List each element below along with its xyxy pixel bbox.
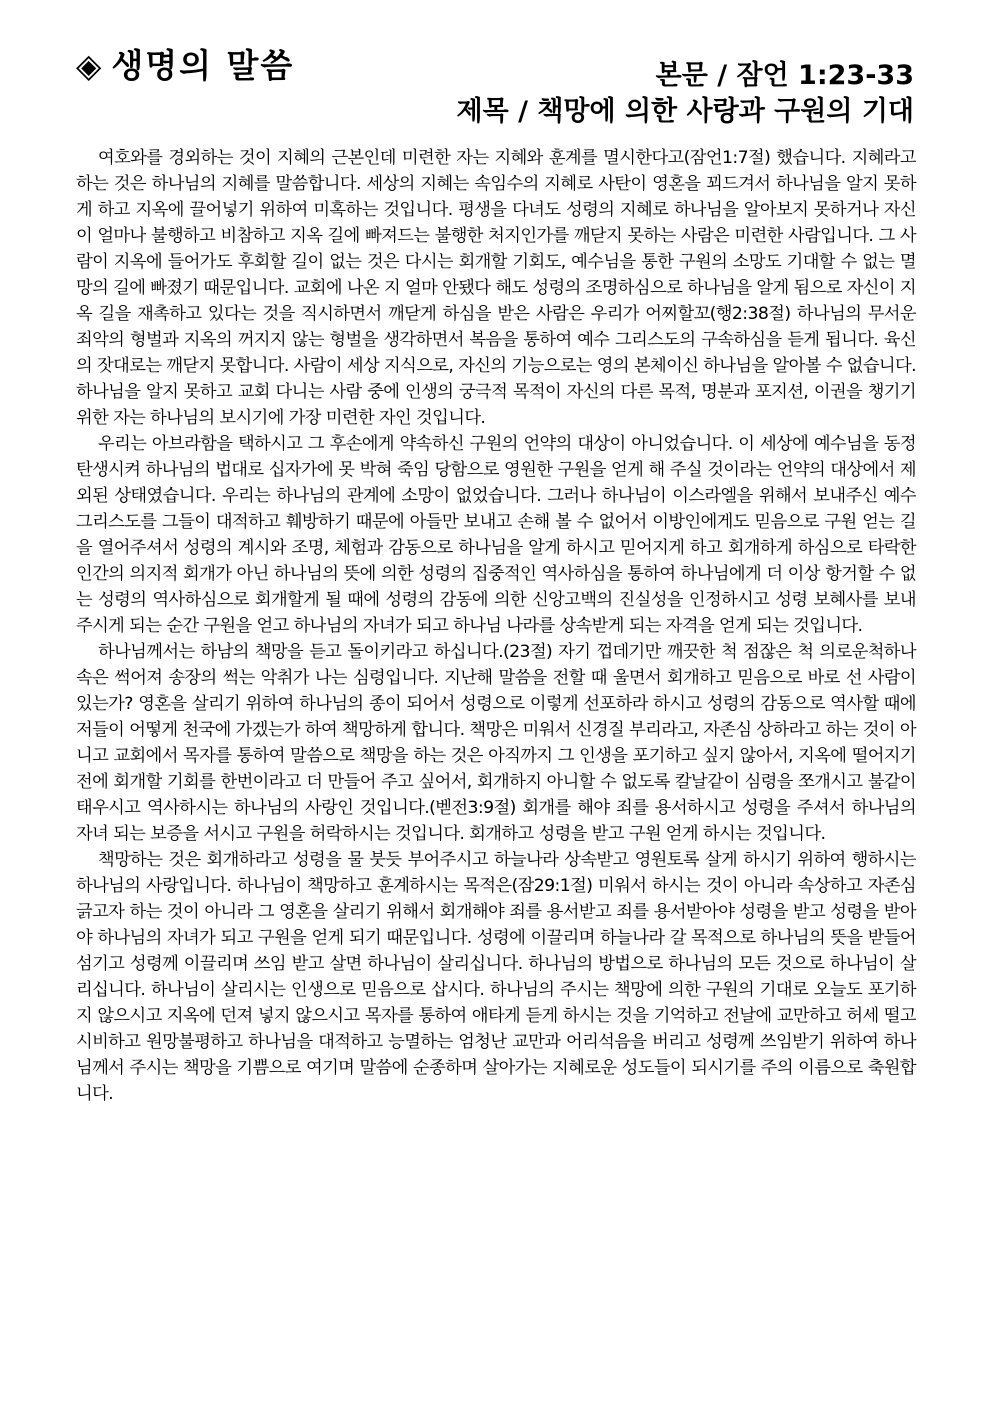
section-title: [76, 46, 294, 86]
section-title-text: 생명의 말씀: [111, 46, 295, 85]
paragraph: 우리는 아브라함을 택하시고 그 후손에게 약속하신 구원의 언약의 대상이 아니었습니다. 이 세상에 예수님을 동정 탄생시켜 하나님의 법대로 십자가에 못 박혀 죽임 당함으로 영원한 구원을 얻게 해 주실 것이라는 언약의 대상에서 제외된 상태였습니다. 우리는 하나님의 관계에 소망이 없었습니다. 그러나 하나님이 이스라엘을 위해서 보내주신 예수 그리스도를 그들이 대적하고 훼방하기 때문에 아들만 보내고 손해 볼 수 없어서 이방인에게도 믿음으로 구원 얻는 길을 열어주셔서 성령의 계시와 조명, 체험과 감동으로 하나님을 알게 하시고 믿어지게 하고 회개하게 하심으로 타락한 인간의 의지적 회개가 아닌 하나님의 뜻에 의한 성령의 집중적인 역사하심을 통하여 하나님에게 더 이상 항거할 수 없는 성령의 역사하심으로 회개할게 될 때에 성령의 감동에 의한 신앙고백의 진실성을 인정하시고 성령 보혜사를 보내주시게 되는 순간 구원을 얻고 하나님의 자녀가 되고 하나님 나라를 상속받게 되는 자격을 얻게 되는 것입니다.: [76, 434, 916, 636]
paragraph: 하나님께서는 하남의 책망을 듣고 돌이키라고 하십니다.(23절) 자기 껍데기만 깨끗한 척 점잖은 척 의로운척하나 속은 썩어져 송장의 썩는 악취가 나는 심령입니다. 지난해 말씀을 전할 때 울면서 회개하고 믿음으로 바로 선 사람이 있는가? 영혼을 살리기 위하여 하나님의 종이 되어서 성령으로 이렇게 선포하라 하시고 성령의 감동으로 역사할 때에 저들이 어떻게 천국에 가겠는가 하여 책망하게 합니다. 책망은 미워서 신경질 부리라고, 자존심 상하라고 하는 것이 아니고 교회에서 목자를 통하여 말씀으로 책망을 하는 것은 아직까지 그 인생을 포기하고 싶지 않아서, 지옥에 떨어지기 전에 회개할 기회를 한번이라고 더 만들어 주고 싶어서, 회개하지 아니할 수 없도록 칼날같이 심령을 쪼개시고 불같이 태우시고 역사하시는 하나님의 사랑인 것입니다.(벧전3:9절) 회개를 해야 죄를 용서하시고 성령을 주셔서 하나님의 자녀 되는 보증을 서시고 구원을 허락하시는 것입니다. 회개하고 성령을 받고 구원 얻게 하시는 것입니다.: [76, 642, 916, 844]
sermon-body: [76, 145, 916, 1107]
scripture-reference: 본문 / 잠언 1:23-33: [655, 60, 914, 91]
paragraph: 여호와를 경외하는 것이 지혜의 근본인데 미련한 자는 지혜와 훈계를 멸시한다고(잠언1:7절) 했습니다. 지혜라고 하는 것은 하나님의 지혜를 말씀합니다. 세상의 지혜는 속임수의 지혜로 사탄이 영혼을 꾀드겨서 하나님을 알지 못하게 하고 지옥에 끌어넣기 위하여 미혹하는 것입니다. 평생을 다녀도 성령의 지혜로 하나님을 알아보지 못하거나 자신이 얼마나 불행하고 비참하고 지옥 길에 빠져드는 불행한 처지인가를 깨닫지 못하는 사람은 미련한 사람입니다. 그 사람이 지옥에 들어가도 후회할 길이 없는 것은 다시는 회개할 기회도, 예수님을 통한 구원의 소망도 기대할 수 없는 멸망의 길에 빠졌기 때문입니다. 교회에 나온 지 얼마 안됐다 해도 성령의 조명하심으로 하나님을 알게 됨으로 자신이 지옥 길을 재촉하고 있다는 것을 직시하면서 깨닫게 하심을 받은 사람은 우리가 어찌할꼬(행2:38절) 하나님의 무서운 죄악의 형벌과 지옥의 꺼지지 않는 형벌을 생각하면서 복음을 통하여 예수 그리스도의 구속하심을 듣게 됩니다. 육신의 잣대로는 깨닫지 못합니다. 사람이 세상 지식으로, 자신의 기능으로는 영의 본체이신 하나님을 알아볼 수 없습니다. 하나님을 알지 못하고 교회 다니는 사람 중에 인생의 궁극적 목적이 자신의 다른 목적, 명분과 포지션, 이권을 챙기기 위한 자는 하나님의 보시기에 가장 미련한 자인 것입니다.: [76, 148, 916, 428]
sermon-title: 제목 / 책망에 의한 사랑과 구원의 기대: [456, 96, 914, 127]
paragraph: 책망하는 것은 회개하라고 성령을 물 붓듯 부어주시고 하늘나라 상속받고 영원토록 살게 하시기 위하여 행하시는 하나님의 사랑입니다. 하나님이 책망하고 훈계하시는 목적은(잠29:1절) 미워서 하시는 것이 아니라 속상하고 자존심 긁고자 하는 것이 아니라 그 영혼을 살리기 위해서 회개해야 죄를 용서받고 죄를 용서받아야 성령을 받고 성령을 받아야 하나님의 자녀가 되고 구원을 얻게 되기 때문입니다. 성령에 이끌리며 하늘나라 갈 목적으로 하나님의 뜻을 받들어 섬기고 성령께 이끌리며 쓰임 받고 살면 하나님이 살리십니다. 하나님의 방법으로 하나님의 모든 것으로 하나님이 살리십니다. 하나님이 살리시는 인생으로 믿음으로 삽시다. 하나님의 주시는 책망에 의한 구원의 기대로 오늘도 포기하지 않으시고 지옥에 던져 넣지 않으시고 목자를 통하여 애타게 듣게 하시는 것을 기억하고 전날에 교만하고 허세 떨고 시비하고 원망불평하고 하나님을 대적하고 능멸하는 엄청난 교만과 어리석음을 버리고 성령께 쓰임받기 위하여 하나님께서 주시는 책망을 기쁨으로 여기며 말씀에 순종하며 살아가는 지혜로운 성도들이 되시기를 주의 이름으로 축원합니다.: [76, 850, 916, 1104]
diamond-icon: ◈: [76, 46, 104, 85]
